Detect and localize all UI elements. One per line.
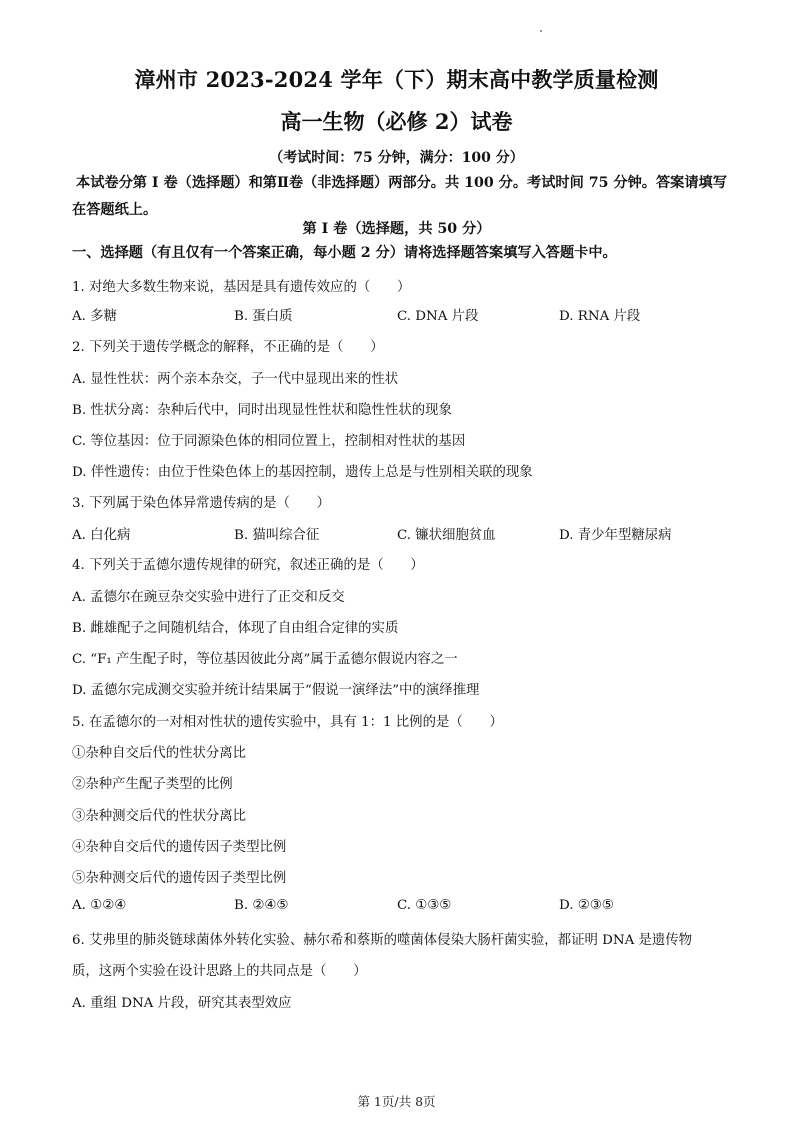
- question-5-stem: 5. 在孟德尔的一对相对性状的遗传实验中，具有 1：1 比例的是（ ）: [72, 715, 503, 730]
- question-4-option-b: B. 雌雄配子之间随机结合，体现了自由组合定律的实质: [72, 621, 399, 636]
- question-3-option-c: C. 镰状细胞贫血: [397, 528, 496, 543]
- question-4-stem: 4. 下列关于孟德尔遗传规律的研究，叙述正确的是（ ）: [72, 558, 424, 573]
- question-1-option-a: A. 多糖: [72, 309, 117, 324]
- question-1-option-c: C. DNA 片段: [397, 309, 479, 324]
- question-6-stem-line-1: 6. 艾弗里的肺炎链球菌体外转化实验、赫尔希和蔡斯的噬菌体侵染大肠杆菌实验，都证明 DNA 是遗传物: [72, 933, 693, 948]
- question-3-option-b: B. 猫叫综合征: [234, 528, 320, 543]
- question-5-item-3: ③杂种测交后代的性状分离比: [72, 809, 247, 824]
- question-1-option-d: D. RNA 片段: [559, 309, 641, 324]
- question-5-option-a: A. ①②④: [72, 898, 127, 913]
- question-5-option-d: D. ②③⑤: [559, 898, 614, 913]
- question-4-option-d: D. 孟德尔完成测交实验并统计结果属于“假说一演绎法”中的演绎推理: [72, 683, 480, 698]
- question-3-option-d: D. 青少年型糖尿病: [559, 528, 672, 543]
- exam-time-note: （考试时间：75 分钟，满分：100 分）: [269, 150, 524, 166]
- exam-subtitle: 高一生物（必修 2）试卷: [280, 109, 513, 134]
- question-3-stem: 3. 下列属于染色体异常遗传病的是（ ）: [72, 496, 331, 511]
- question-5-option-b: B. ②④⑤: [234, 898, 289, 913]
- part-heading: 一、选择题（有且仅有一个答案正确，每小题 2 分）请将选择题答案填写入答题卡中。: [72, 245, 617, 261]
- exam-title: 漳州市 2023-2024 学年（下）期末高中教学质量检测: [134, 67, 659, 92]
- question-4-option-a: A. 孟德尔在豌豆杂交实验中进行了正交和反交: [72, 590, 345, 605]
- exam-intro: 本试卷分第 I 卷（选择题）和第Ⅱ卷（非选择题）两部分。共 100 分。考试时间 75 分钟。答案请填写在答题纸上。: [72, 175, 727, 218]
- question-5-item-1: ①杂种自交后代的性状分离比: [72, 746, 247, 761]
- page-footer: 第 1页/共 8页: [357, 1094, 436, 1109]
- question-4-option-c: C. “F₁ 产生配子时，等位基因彼此分离”属于孟德尔假说内容之一: [72, 652, 458, 667]
- question-2-stem: 2. 下列关于遗传学概念的解释，不正确的是（ ）: [72, 340, 384, 355]
- question-3-option-a: A. 白化病: [72, 528, 131, 543]
- question-2-option-b: B. 性状分离：杂种后代中，同时出现显性性状和隐性性状的现象: [72, 403, 452, 418]
- question-5-item-4: ④杂种自交后代的遗传因子类型比例: [72, 840, 287, 855]
- question-5-item-5: ⑤杂种测交后代的遗传因子类型比例: [72, 871, 287, 886]
- question-2-option-d: D. 伴性遗传：由位于性染色体上的基因控制，遗传上总是与性别相关联的现象: [72, 465, 533, 480]
- scan-dot: [540, 30, 542, 32]
- question-2-option-c: C. 等位基因：位于同源染色体的相同位置上，控制相对性状的基因: [72, 434, 466, 449]
- section-title: 第 I 卷（选择题，共 50 分）: [302, 221, 491, 237]
- question-5-item-2: ②杂种产生配子类型的比例: [72, 777, 233, 792]
- question-1-stem: 1. 对绝大多数生物来说，基因是具有遗传效应的（ ）: [72, 280, 411, 295]
- question-6-option-a: A. 重组 DNA 片段，研究其表型效应: [72, 996, 292, 1011]
- question-2-option-a: A. 显性性状：两个亲本杂交，子一代中显现出来的性状: [72, 372, 399, 387]
- question-6-stem-line-2: 质，这两个实验在设计思路上的共同点是（ ）: [72, 964, 367, 979]
- question-1-option-b: B. 蛋白质: [234, 309, 293, 324]
- question-5-option-c: C. ①③⑤: [397, 898, 452, 913]
